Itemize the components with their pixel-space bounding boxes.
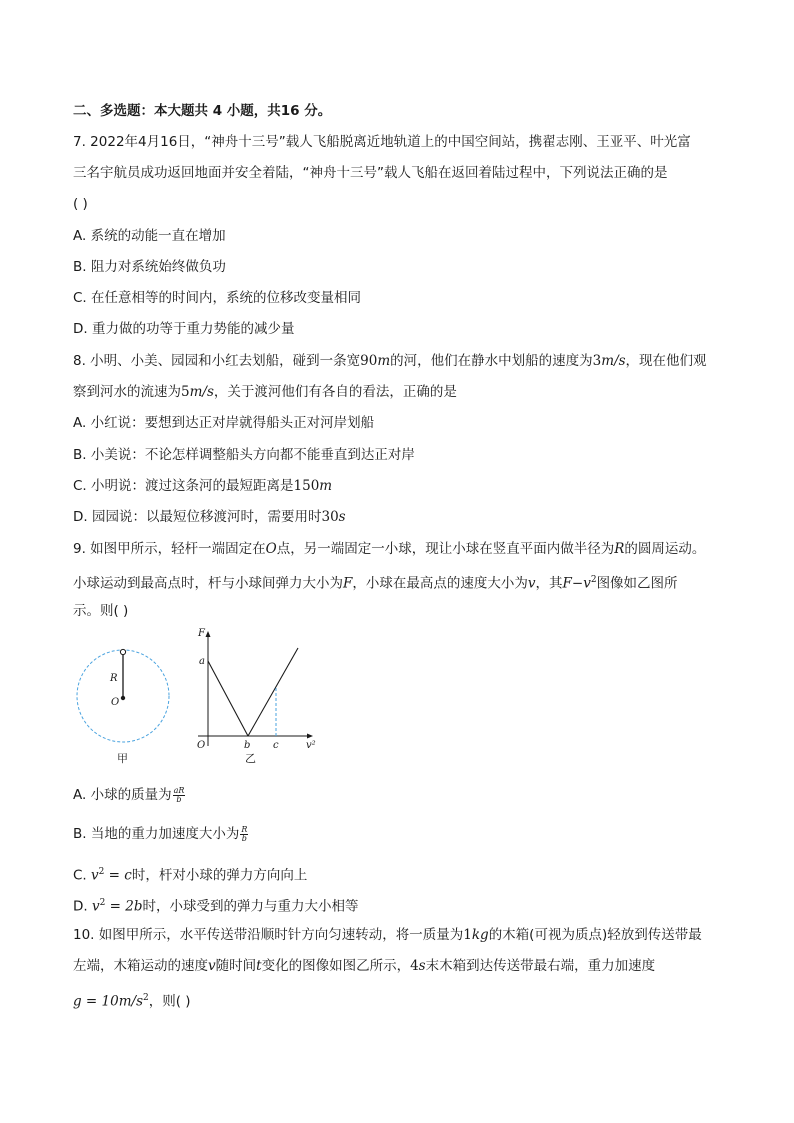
f-axis-arrow <box>206 631 211 637</box>
tick-a: a <box>199 656 205 667</box>
q9-stem-line1: 9. 如图甲所示，轻杆一端固定在O点，另一端固定一小球，现让小球在竖直平面内做半径为R的圆周运动。 <box>73 541 706 557</box>
q7-option-c: C. 在任意相等的时间内，系统的位移改变量相同 <box>73 290 362 306</box>
caption-yi: 乙 <box>245 752 256 765</box>
label-o: O <box>111 697 120 708</box>
label-r: R <box>110 673 118 684</box>
graph-line-left <box>208 661 248 736</box>
ball <box>120 649 125 654</box>
q9-figure-svg <box>73 626 333 766</box>
tick-c: c <box>273 740 279 751</box>
q7-stem-line3: ( ) <box>73 196 88 212</box>
q7-stem-line1: 7. 2022年4月16日，“神舟十三号”载人飞船脱离近地轨道上的中国空间站，携翟志刚、王亚平、叶光富 <box>73 134 691 150</box>
q8-option-a: A. 小红说：要想到达正对岸就得船头正对河岸划船 <box>73 415 375 431</box>
pivot-point <box>121 696 125 700</box>
graph-line-right <box>248 648 298 736</box>
q9-option-d: D. $v^2 = 2b$时，小球受到的弹力与重力大小相等 <box>73 898 359 915</box>
q7-option-a: A. 系统的动能一直在增加 <box>73 228 226 244</box>
q9-figure <box>73 626 333 766</box>
q8-stem-line1: 8. 小明、小美、园园和小红去划船，碰到一条宽90m的河，他们在静水中划船的速度为3m/s，现在他们观 <box>73 353 707 369</box>
section-heading: 二、多选题：本大题共 4 小题，共16 分。 <box>73 103 332 119</box>
axis-f-label: F <box>198 628 205 639</box>
axis-v2-label: v² <box>306 740 316 751</box>
q10-stem-line2: 左端，木箱运动的速度v随时间t变化的图像如图乙所示，4s末木箱到达传送带最右端，重力加速度 <box>73 958 656 974</box>
q8-option-c: C. 小明说：渡过这条河的最短距离是150m <box>73 478 333 494</box>
caption-jia: 甲 <box>117 752 128 765</box>
q9-stem-line2: 小球运动到最高点时，杆与小球间弹力大小为F，小球在最高点的速度大小为v，其$F-v^2$图像如乙图所 <box>73 575 678 592</box>
q9-option-c: C. $v^2 = c$时，杆对小球的弹力方向向上 <box>73 867 308 884</box>
tick-b: b <box>244 740 251 751</box>
q10-stem-line3: $g = 10m/s^2$，则( ) <box>73 993 191 1010</box>
q9-option-a: A. 小球的质量为 $\frac{aR}{b}$ <box>73 785 185 804</box>
origin-label: O <box>197 740 206 751</box>
q7-option-b: B. 阻力对系统始终做负功 <box>73 259 226 275</box>
q9-option-b: B. 当地的重力加速度大小为 $\frac{R}{b}$ <box>73 824 248 843</box>
q8-option-d: D. 园园说：以最短位移渡河时，需要用时30s <box>73 509 346 525</box>
q10-stem-line1: 10. 如图甲所示，水平传送带沿顺时针方向匀速转动，将一质量为1kg的木箱(可视为质点)轻放到传送带最 <box>73 927 702 943</box>
q9-stem-line3: 示。则( ) <box>73 603 129 619</box>
q7-stem-line2: 三名宇航员成功返回地面并安全着陆，“神舟十三号”载人飞船在返回着陆过程中，下列说法正确的是 <box>73 165 668 181</box>
v2-axis-arrow <box>307 734 313 739</box>
q8-stem-line2: 察到河水的流速为5m/s，关于渡河他们有各自的看法，正确的是 <box>73 384 457 400</box>
q7-option-d: D. 重力做的功等于重力势能的减少量 <box>73 321 295 337</box>
q8-option-b: B. 小美说：不论怎样调整船头方向都不能垂直到达正对岸 <box>73 447 415 463</box>
